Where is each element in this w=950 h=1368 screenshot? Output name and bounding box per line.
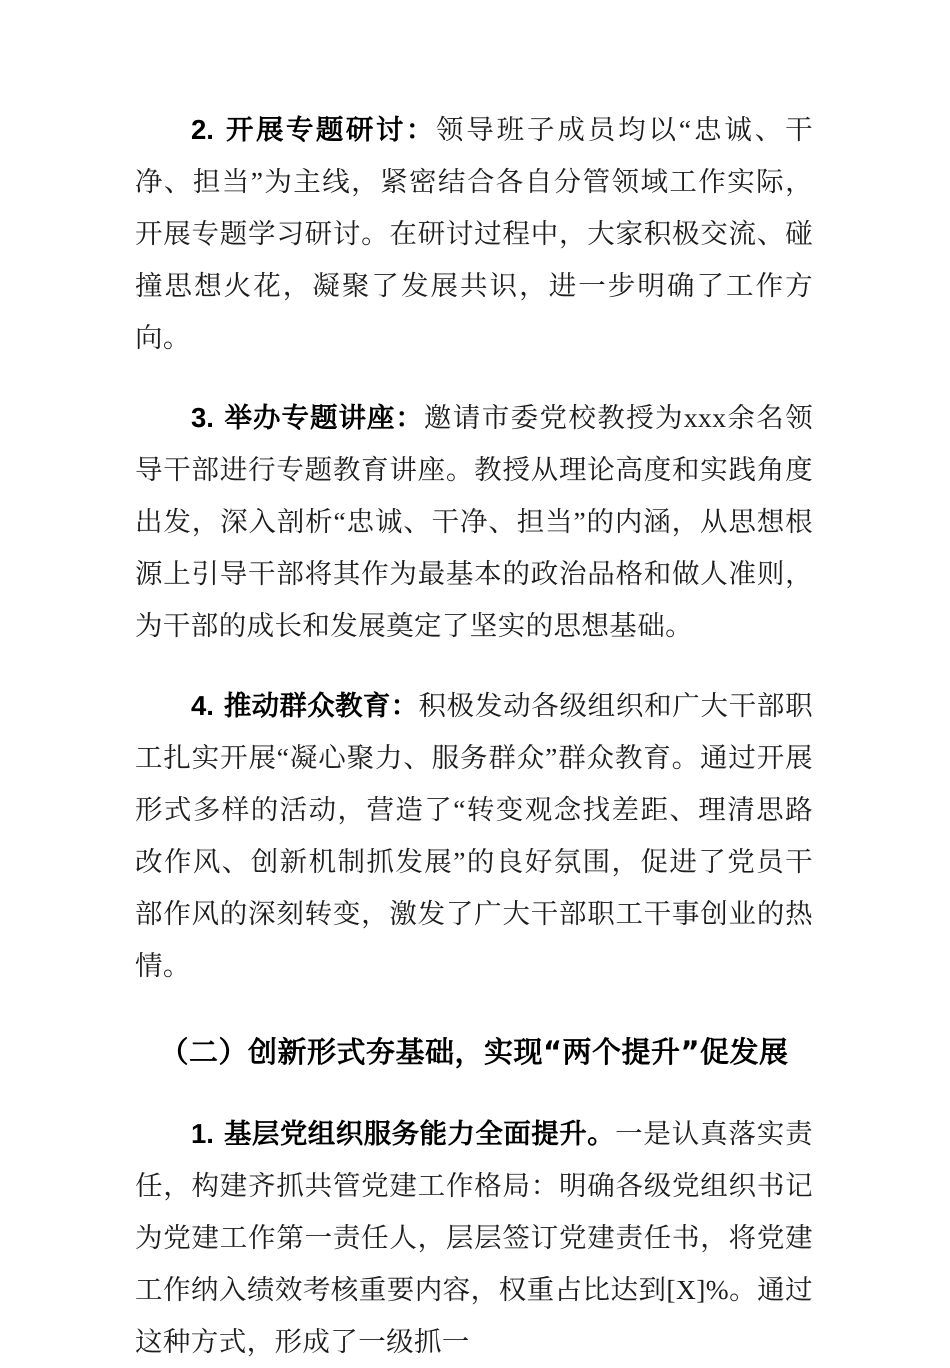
paragraph-lead-label-4 [191, 690, 418, 722]
paragraph-item-4 [135, 680, 813, 992]
paragraph-item-3 [135, 392, 813, 652]
paragraph-body-4: 积极发动各级组织和广大干部职工扎实开展“凝心聚力、服务群众”群众教育。通过开展形式多样的活动，营造了“转变观念找差距、理清思路改作风、创新机制抓发展”的良好氛围，促进了党员干部作风的深刻转变，激发了广大干部职工干事创业的热情。 [135, 690, 813, 981]
paragraph-lead-text-1b: 基层党组织服务能力全面提升。 [223, 1118, 616, 1150]
paragraph-body-2: 领导班子成员均以“忠诚、干净、担当”为主线，紧密结合各自分管领域工作实际，开展专题学习研讨。在研讨过程中，大家积极交流、碰撞思想火花，凝聚了发展共识，进一步明确了工作方向。 [135, 114, 814, 353]
paragraph-lead-label-1b [191, 1118, 615, 1150]
paragraph-number-2: 2. [191, 114, 214, 145]
paragraph-number-3: 3. [191, 402, 214, 433]
paragraph-lead-text-3: 举办专题讲座： [224, 402, 424, 434]
paragraph-body-1b: 一是认真落实责任，构建齐抓共管党建工作格局：明确各级党组织书记为党建工作第一责任人，层层签订党建责任书，将党建工作纳入绩效考核重要内容，权重占比达到[X]%。通过这种方式，形成了一级抓一 [135, 1118, 813, 1357]
paragraph-lead-text-2: 开展专题研讨： [226, 114, 436, 146]
paragraph-item-1b [135, 1108, 813, 1368]
paragraph-lead-text-4: 推动群众教育： [223, 690, 419, 722]
paragraph-lead-label-2 [191, 114, 436, 146]
section-heading-two: （二）创新形式夯基础，实现“两个提升”促发展 [159, 1035, 789, 1069]
paragraph-lead-label-3 [191, 402, 424, 434]
document-body [135, 104, 813, 1368]
paragraph-number-1b: 1. [191, 1118, 214, 1149]
paragraph-body-3: 邀请市委党校教授为xxx余名领导干部进行专题教育讲座。教授从理论高度和实践角度出发，深入剖析“忠诚、干净、担当”的内涵，从思想根源上引导干部将其作为最基本的政治品格和做人准则，为干部的成长和发展奠定了坚实的思想基础。 [135, 402, 814, 641]
paragraph-item-2 [135, 104, 813, 364]
paragraph-number-4: 4. [191, 690, 214, 721]
